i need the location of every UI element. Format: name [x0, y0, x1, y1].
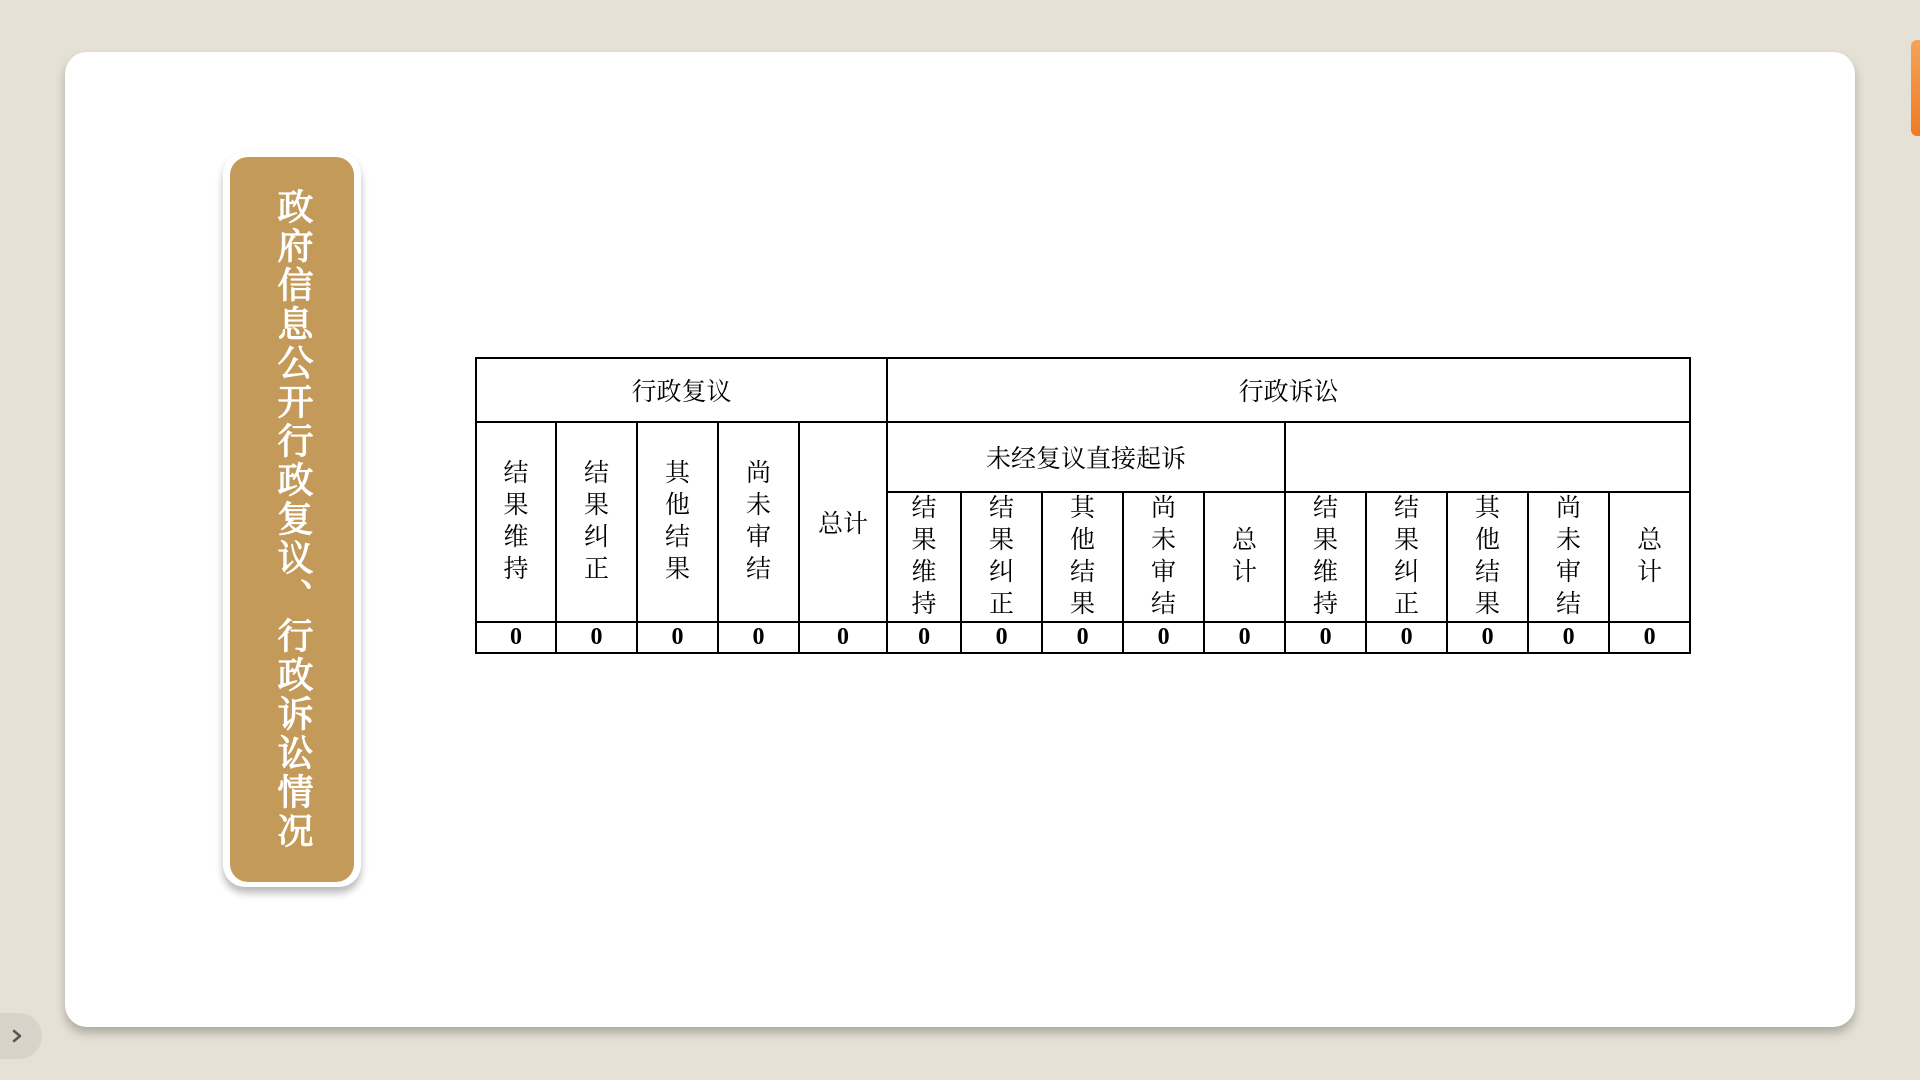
- after-col-label: 总计: [1637, 527, 1663, 586]
- slide-canvas: [65, 52, 1855, 1027]
- value-cell: 0: [1609, 622, 1690, 653]
- direct-col-label: 尚未审结: [1151, 495, 1177, 618]
- chevron-right-icon: [10, 1028, 24, 1044]
- title-panel: [223, 152, 361, 887]
- value-cell: 0: [1042, 622, 1123, 653]
- value-cell: 0: [1528, 622, 1609, 653]
- direct-col-4: [1204, 492, 1285, 622]
- subheader-after-review: [1285, 422, 1690, 492]
- value-cell: 0: [887, 622, 961, 653]
- value-cell: 0: [718, 622, 799, 653]
- title-panel-fill: [230, 157, 354, 882]
- after-col-4: [1609, 492, 1690, 622]
- value-cell: 0: [556, 622, 637, 653]
- value-cell: 0: [961, 622, 1042, 653]
- slide-nav-button[interactable]: [0, 1013, 42, 1059]
- section-title: 政府信息公开行政复议、行政诉讼情况: [272, 188, 313, 851]
- after-col-label: 结果维持: [1313, 495, 1339, 618]
- after-col-3: [1528, 492, 1609, 622]
- review-col-label: 尚未审结: [745, 460, 771, 583]
- after-col-2: [1447, 492, 1528, 622]
- after-col-label: 尚未审结: [1556, 495, 1582, 618]
- value-cell: 0: [1204, 622, 1285, 653]
- after-col-label: 结果纠正: [1394, 495, 1420, 618]
- value-cell: 0: [1123, 622, 1204, 653]
- after-col-1: [1366, 492, 1447, 622]
- direct-col-label: 结果维持: [911, 495, 937, 618]
- review-col-0: [476, 422, 556, 622]
- review-col-3: [718, 422, 799, 622]
- header-administrative-litigation: 行政诉讼: [887, 358, 1690, 422]
- review-col-label: 其他结果: [664, 460, 690, 583]
- value-cell: 0: [476, 622, 556, 653]
- value-cell: 0: [1366, 622, 1447, 653]
- direct-col-3: [1123, 492, 1204, 622]
- review-col-4: 总计: [799, 422, 887, 622]
- header-administrative-review: 行政复议: [476, 358, 887, 422]
- direct-col-label: 结果纠正: [989, 495, 1015, 618]
- direct-col-2: [1042, 492, 1123, 622]
- after-col-0: [1285, 492, 1366, 622]
- review-col-label: 结果维持: [503, 460, 529, 583]
- direct-col-0: [887, 492, 961, 622]
- review-litigation-table: [475, 357, 1691, 654]
- value-cell: 0: [1285, 622, 1366, 653]
- subheader-direct-lawsuit: 未经复议直接起诉: [887, 422, 1285, 492]
- review-col-label: 结果纠正: [583, 460, 609, 583]
- after-col-label: 其他结果: [1475, 495, 1501, 618]
- direct-col-1: [961, 492, 1042, 622]
- value-cell: 0: [1447, 622, 1528, 653]
- direct-col-label: 其他结果: [1070, 495, 1096, 618]
- review-col-2: [637, 422, 718, 622]
- direct-col-label: 总计: [1232, 527, 1258, 586]
- review-col-1: [556, 422, 637, 622]
- value-cell: 0: [637, 622, 718, 653]
- side-tab-handle[interactable]: [1911, 40, 1920, 136]
- value-cell: 0: [799, 622, 887, 653]
